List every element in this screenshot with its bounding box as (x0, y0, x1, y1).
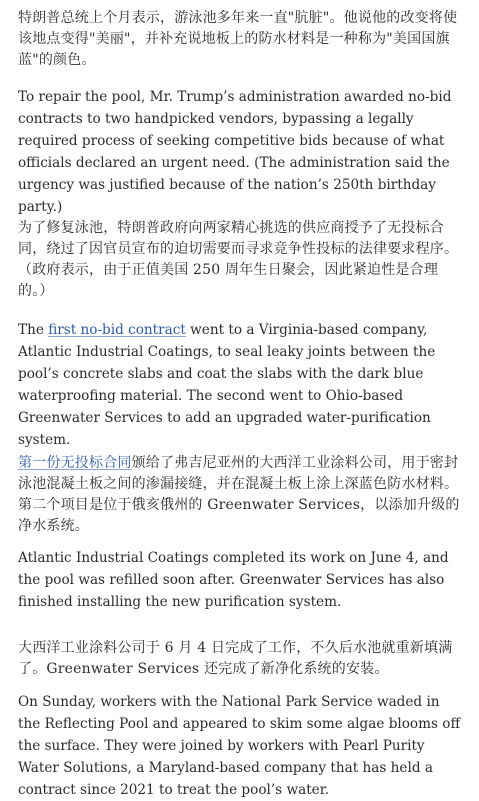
paragraph-zh-5 (18, 453, 464, 537)
first-no-bid-contract-link[interactable]: first no-bid contract (48, 322, 186, 338)
paragraph-en-6: Atlantic Industrial Coatings completed its work on June 4, and the pool was refilled soon after. Greenwater Services has also finished installing the new purification system. (18, 550, 449, 610)
paragraph-en-4-rest: went to a Virginia-based company, Atlantic Industrial Coatings, to seal leaky joints between the pool’s concrete slabs and coat the slabs with the dark blue waterproofing material. The second went to Ohio-based Greenwater Services to add an upgraded water-purification system. (18, 322, 436, 448)
paragraph-en-2: To repair the pool, Mr. Trump’s administration awarded no-bid contracts to two handpicked vendors, bypassing a legally required process of seeking competitive bids because of what officials declared an urgent need. (The administration said the urgency was justified because of the nation’s 250th birthday party.) (18, 89, 452, 215)
first-no-bid-contract-link-zh[interactable]: 第一份无投标合同 (18, 455, 132, 471)
paragraph-en-4-prefix: The (18, 322, 49, 338)
paragraph-zh-1: 特朗普总统上个月表示，游泳池多年来一直"肮脏"。他说他的改变将使该地点变得"美丽"，并补充说地板上的防水材料是一种称为"美国国旗蓝"的颜色。 (18, 10, 458, 68)
paragraph-en-8: On Sunday, workers with the National Park Service waded in the Reflecting Pool and appeared to skim some algae blooms off the surface. They were joined by workers with Pearl Purity Water Solutions, a Maryland-based company that has held a contract since 2021 to treat the pool’s water. (18, 694, 461, 798)
paragraph-en-4 (18, 319, 464, 451)
paragraph-zh-3: 为了修复泳池，特朗普政府向两家精心挑选的供应商授予了无投标合同，绕过了因官员宣布的迫切需要而寻求竞争性投标的法律要求程序。（政府表示，由于正值美国 250 周年生日聚会，因此紧迫性是合理的。） (18, 220, 459, 299)
paragraph-zh-5-rest: 颁给了弗吉尼亚州的大西洋工业涂料公司，用于密封泳池混凝土板之间的渗漏接缝，并在混凝土板上涂上深蓝色防水材料。第二个项目是位于俄亥俄州的 Greenwater Services，以添加升级的净水系统。 (18, 455, 460, 534)
paragraph-zh-7: 大西洋工业涂料公司于 6 月 4 日完成了工作，不久后水池就重新填满了。Greenwater Services 还完成了新净化系统的安装。 (18, 640, 453, 677)
